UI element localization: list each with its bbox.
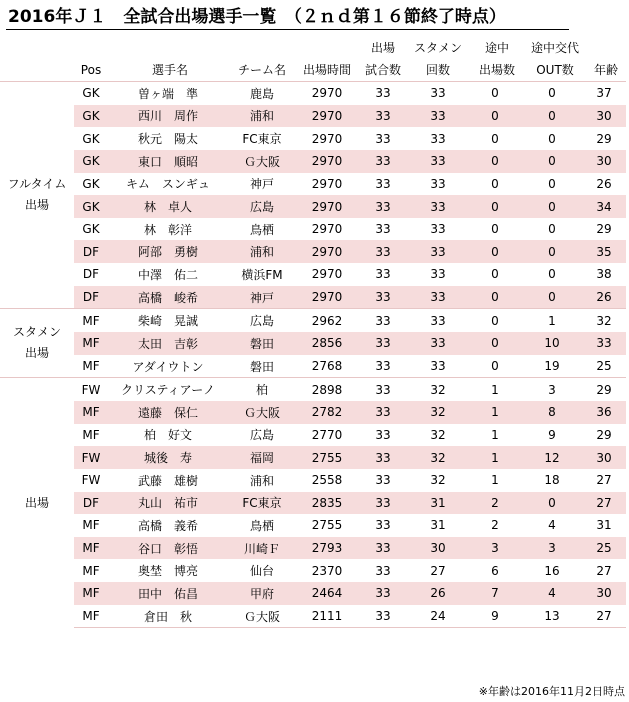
cell-sub-out: 3 <box>522 537 582 560</box>
cell-sub-in: 1 <box>468 401 522 424</box>
cell-sub-in: 0 <box>491 267 499 282</box>
cell-name: 林 卓人 <box>108 195 228 218</box>
cell-starts: 27 <box>430 563 446 578</box>
cell-name: 林 彰洋 <box>143 222 192 237</box>
cell-age: 27 <box>596 563 612 578</box>
cell-minutes: 2970 <box>311 222 343 237</box>
cell-games: 33 <box>358 240 408 263</box>
cell-games: 33 <box>358 378 408 401</box>
cell-team: 広島 <box>228 195 296 218</box>
cell-minutes: 2370 <box>311 563 343 578</box>
cell-starts: 33 <box>408 240 468 263</box>
cell-pos: GK <box>74 195 108 218</box>
cell-starts: 32 <box>430 473 446 488</box>
cell-age: 27 <box>582 492 626 515</box>
table-row <box>0 537 626 560</box>
cell-games: 33 <box>358 105 408 128</box>
cell-games: 33 <box>358 82 408 105</box>
cell-sub-in: 1 <box>468 378 522 401</box>
cell-minutes: 2970 <box>311 267 343 282</box>
cell-age: 31 <box>596 518 612 533</box>
table-row <box>0 605 626 628</box>
cell-sub-in: 0 <box>468 309 522 332</box>
cell-pos: GK <box>74 105 108 128</box>
cell-team: 磐田 <box>228 332 296 355</box>
table-row <box>0 332 626 355</box>
cell-sub-out: 10 <box>522 332 582 355</box>
cell-team: FC東京 <box>228 492 296 515</box>
cell-starts: 31 <box>408 492 468 515</box>
cell-pos: MF <box>74 605 108 628</box>
cell-minutes: 2755 <box>311 518 343 533</box>
cell-pos: GK <box>74 150 108 173</box>
group-label: 出場 <box>0 378 74 628</box>
cell-minutes: 2793 <box>296 537 358 560</box>
cell-pos: GK <box>82 176 100 191</box>
cell-starts: 33 <box>430 359 446 373</box>
cell-starts: 26 <box>408 582 468 605</box>
cell-games: 33 <box>375 359 391 373</box>
cell-starts: 32 <box>408 378 468 401</box>
table-row <box>0 173 626 196</box>
cell-starts: 33 <box>430 222 446 237</box>
cell-team: 川崎Ｆ <box>228 537 296 560</box>
cell-games: 33 <box>375 427 391 442</box>
cell-team: 鳥栖 <box>249 518 274 533</box>
header-sub-out-bottom: OUT数 <box>536 63 574 77</box>
cell-minutes: 2782 <box>296 401 358 424</box>
table-row <box>0 582 626 605</box>
table-row <box>0 559 626 582</box>
cell-minutes: 2768 <box>311 359 343 373</box>
cell-pos: FW <box>74 378 108 401</box>
cell-age: 38 <box>596 267 612 282</box>
cell-age: 30 <box>582 582 626 605</box>
cell-sub-out: 0 <box>548 176 556 191</box>
cell-minutes: 2970 <box>296 82 358 105</box>
cell-team: Ｇ大阪 <box>228 605 296 628</box>
cell-starts: 33 <box>408 105 468 128</box>
cell-sub-out: 0 <box>548 267 556 282</box>
cell-starts: 32 <box>408 401 468 424</box>
group-label: スタメン 出場 <box>0 309 74 378</box>
cell-minutes: 2464 <box>296 582 358 605</box>
cell-starts: 33 <box>408 195 468 218</box>
cell-games: 33 <box>375 222 391 237</box>
cell-sub-out: 18 <box>544 473 560 488</box>
cell-pos: MF <box>82 359 100 373</box>
cell-games: 33 <box>375 176 391 191</box>
cell-starts: 32 <box>408 446 468 469</box>
cell-starts: 33 <box>408 332 468 355</box>
cell-age: 26 <box>582 286 626 309</box>
cell-starts: 33 <box>430 131 446 146</box>
cell-name: 田中 佑昌 <box>108 582 228 605</box>
cell-sub-in: 0 <box>468 286 522 309</box>
cell-team: 神戸 <box>249 177 274 192</box>
cell-name: 阿部 勇樹 <box>108 240 228 263</box>
cell-games: 33 <box>358 401 408 424</box>
cell-starts: 33 <box>408 82 468 105</box>
cell-pos: MF <box>74 537 108 560</box>
cell-sub-in: 0 <box>468 105 522 128</box>
table-row <box>0 514 626 537</box>
cell-starts: 30 <box>408 537 468 560</box>
cell-minutes: 2970 <box>296 286 358 309</box>
cell-pos: MF <box>74 332 108 355</box>
cell-games: 33 <box>358 605 408 628</box>
cell-age: 34 <box>582 195 626 218</box>
table-row <box>0 378 626 401</box>
cell-age: 25 <box>596 359 612 373</box>
header-games-bottom: 試合数 <box>364 63 401 77</box>
cell-games: 33 <box>358 286 408 309</box>
cell-minutes: 2755 <box>296 446 358 469</box>
cell-name: クリスティアーノ <box>108 378 228 401</box>
cell-sub-in: 7 <box>468 582 522 605</box>
cell-team: 福岡 <box>228 446 296 469</box>
header-sub-out-top: 途中交代 <box>530 41 579 55</box>
cell-games: 33 <box>375 267 391 282</box>
cell-games: 33 <box>375 563 391 578</box>
cell-pos: DF <box>74 492 108 515</box>
cell-pos: DF <box>74 286 108 309</box>
cell-team: 神戸 <box>228 286 296 309</box>
cell-age: 29 <box>596 427 612 442</box>
cell-name: 曽ヶ端 準 <box>108 82 228 105</box>
cell-minutes: 2970 <box>296 240 358 263</box>
page-title: 2016年Ｊ１ 全試合出場選手一覧 （２ｎｄ第１６節終了時点） <box>8 7 506 27</box>
cell-sub-in: 2 <box>491 518 499 533</box>
header-pos: Pos <box>80 63 102 77</box>
table-row <box>0 240 626 263</box>
cell-name: 中澤 佑二 <box>137 267 198 282</box>
cell-age: 36 <box>582 401 626 424</box>
cell-games: 33 <box>358 492 408 515</box>
table-row <box>0 469 626 492</box>
cell-name: 谷口 彰悟 <box>108 537 228 560</box>
cell-sub-in: 1 <box>468 446 522 469</box>
cell-sub-in: 0 <box>491 131 499 146</box>
cell-sub-out: 0 <box>522 240 582 263</box>
header-team: チーム名 <box>237 63 286 77</box>
cell-minutes: 2970 <box>296 105 358 128</box>
cell-age: 26 <box>596 176 612 191</box>
cell-starts: 33 <box>430 267 446 282</box>
cell-name: 倉田 秋 <box>108 605 228 628</box>
cell-games: 33 <box>375 473 391 488</box>
cell-sub-in: 0 <box>468 195 522 218</box>
cell-sub-out: 0 <box>522 492 582 515</box>
cell-team: 甲府 <box>228 582 296 605</box>
cell-name: 丸山 祐市 <box>108 492 228 515</box>
cell-age: 35 <box>582 240 626 263</box>
cell-starts: 33 <box>430 176 446 191</box>
cell-sub-out: 1 <box>522 309 582 332</box>
cell-name: 柴崎 晃誠 <box>108 309 228 332</box>
cell-name: 武藤 雄樹 <box>137 473 198 488</box>
cell-name: 高橋 義希 <box>137 518 198 533</box>
table-row <box>0 355 626 378</box>
cell-pos: DF <box>74 240 108 263</box>
cell-team: 浦和 <box>228 105 296 128</box>
cell-sub-out: 0 <box>522 150 582 173</box>
cell-minutes: 2970 <box>311 176 343 191</box>
table-row <box>0 150 626 173</box>
cell-age: 27 <box>582 605 626 628</box>
cell-team: FC東京 <box>242 132 282 147</box>
header-starts-top: スタメン <box>413 41 462 55</box>
cell-sub-out: 19 <box>544 359 560 373</box>
cell-name: 東口 順昭 <box>108 150 228 173</box>
cell-sub-in: 0 <box>491 176 499 191</box>
cell-games: 33 <box>358 195 408 218</box>
table-row <box>0 424 626 447</box>
cell-age: 33 <box>582 332 626 355</box>
cell-starts: 33 <box>408 309 468 332</box>
cell-starts: 33 <box>408 286 468 309</box>
cell-sub-in: 0 <box>491 359 499 373</box>
cell-sub-out: 0 <box>548 222 556 237</box>
cell-sub-in: 9 <box>468 605 522 628</box>
cell-minutes: 2962 <box>296 309 358 332</box>
cell-sub-in: 1 <box>491 473 499 488</box>
cell-pos: MF <box>74 582 108 605</box>
cell-pos: MF <box>82 427 100 442</box>
cell-minutes: 2970 <box>296 195 358 218</box>
cell-sub-out: 3 <box>522 378 582 401</box>
cell-minutes: 2898 <box>296 378 358 401</box>
cell-games: 33 <box>375 518 391 533</box>
cell-sub-in: 0 <box>491 222 499 237</box>
header-age: 年齢 <box>593 63 618 77</box>
cell-sub-in: 0 <box>468 82 522 105</box>
cell-team: 浦和 <box>249 473 274 488</box>
cell-age: 37 <box>582 82 626 105</box>
cell-team: 鹿島 <box>228 82 296 105</box>
cell-starts: 32 <box>430 427 446 442</box>
table-row <box>0 401 626 424</box>
group-label: フルタイム 出場 <box>0 82 74 309</box>
cell-sub-in: 0 <box>468 240 522 263</box>
cell-minutes: 2111 <box>296 605 358 628</box>
cell-pos: MF <box>82 518 100 533</box>
players-table <box>0 81 626 628</box>
cell-name: 柏 好文 <box>143 428 192 443</box>
cell-pos: MF <box>74 309 108 332</box>
header-sub-in-top: 途中 <box>484 41 509 55</box>
title-underline <box>6 29 569 30</box>
cell-pos: MF <box>74 401 108 424</box>
header-minutes: 出場時間 <box>302 63 351 77</box>
cell-sub-out: 4 <box>522 582 582 605</box>
header-sub-in-bottom: 出場数 <box>478 63 515 77</box>
cell-age: 30 <box>582 150 626 173</box>
cell-sub-in: 0 <box>468 150 522 173</box>
cell-sub-out: 16 <box>544 563 560 578</box>
cell-team: Ｇ大阪 <box>228 150 296 173</box>
header-starts-bottom: 回数 <box>425 63 450 77</box>
footnote: ※年齢は2016年11月2日時点 <box>478 685 625 698</box>
cell-name: キム スンギュ <box>126 177 210 192</box>
cell-sub-in: 3 <box>468 537 522 560</box>
cell-age: 30 <box>582 446 626 469</box>
cell-team: 柏 <box>228 378 296 401</box>
cell-sub-in: 0 <box>468 332 522 355</box>
cell-name: 奥埜 博亮 <box>137 564 198 579</box>
table-row <box>0 105 626 128</box>
cell-age: 30 <box>582 105 626 128</box>
cell-team: 鳥栖 <box>249 222 274 237</box>
cell-team: 広島 <box>228 309 296 332</box>
cell-age: 25 <box>582 537 626 560</box>
cell-games: 33 <box>358 309 408 332</box>
header-name: 選手名 <box>151 63 188 77</box>
cell-minutes: 2558 <box>311 473 343 488</box>
cell-minutes: 2970 <box>296 150 358 173</box>
cell-minutes: 2770 <box>311 427 343 442</box>
cell-minutes: 2970 <box>311 131 343 146</box>
table-row <box>0 286 626 309</box>
cell-sub-out: 0 <box>522 82 582 105</box>
cell-team: 広島 <box>249 428 274 443</box>
cell-pos: DF <box>82 267 100 282</box>
table-row <box>0 263 626 286</box>
cell-team: 磐田 <box>249 359 274 374</box>
cell-pos: GK <box>82 131 100 146</box>
cell-pos: MF <box>82 563 100 578</box>
cell-name: アダイウトン <box>132 359 204 374</box>
cell-sub-out: 8 <box>522 401 582 424</box>
cell-sub-in: 1 <box>491 427 499 442</box>
table-row <box>0 309 626 332</box>
table-row <box>0 446 626 469</box>
table-row <box>0 195 626 218</box>
cell-team: 仙台 <box>249 564 274 579</box>
cell-games: 33 <box>358 537 408 560</box>
cell-name: 城後 寿 <box>108 446 228 469</box>
cell-sub-in: 2 <box>468 492 522 515</box>
cell-sub-out: 0 <box>522 195 582 218</box>
cell-sub-in: 6 <box>491 563 499 578</box>
cell-name: 西川 周作 <box>108 105 228 128</box>
cell-sub-out: 12 <box>522 446 582 469</box>
cell-pos: GK <box>74 82 108 105</box>
cell-sub-out: 4 <box>548 518 556 533</box>
table-row <box>0 82 626 105</box>
cell-age: 29 <box>596 222 612 237</box>
cell-games: 33 <box>375 131 391 146</box>
table-row <box>0 218 626 241</box>
cell-name: 太田 吉彰 <box>108 332 228 355</box>
cell-sub-out: 0 <box>548 131 556 146</box>
cell-pos: GK <box>82 222 100 237</box>
cell-pos: FW <box>74 446 108 469</box>
cell-age: 27 <box>596 473 612 488</box>
cell-minutes: 2835 <box>296 492 358 515</box>
cell-name: 秋元 陽太 <box>137 132 198 147</box>
cell-pos: FW <box>81 473 101 488</box>
cell-name: 高橋 峻希 <box>108 286 228 309</box>
cell-sub-out: 13 <box>522 605 582 628</box>
cell-games: 33 <box>358 446 408 469</box>
cell-minutes: 2856 <box>296 332 358 355</box>
cell-age: 32 <box>582 309 626 332</box>
cell-sub-out: 0 <box>522 286 582 309</box>
cell-games: 33 <box>358 332 408 355</box>
cell-starts: 24 <box>408 605 468 628</box>
cell-sub-out: 9 <box>548 427 556 442</box>
cell-team: Ｇ大阪 <box>228 401 296 424</box>
cell-starts: 33 <box>408 150 468 173</box>
cell-sub-out: 0 <box>522 105 582 128</box>
table-row <box>0 127 626 150</box>
cell-team: 横浜FM <box>241 267 283 282</box>
cell-games: 33 <box>358 150 408 173</box>
cell-starts: 31 <box>430 518 446 533</box>
cell-name: 遠藤 保仁 <box>108 401 228 424</box>
cell-age: 29 <box>596 131 612 146</box>
cell-games: 33 <box>358 582 408 605</box>
header-games-top: 出場 <box>370 41 395 55</box>
table-row <box>0 492 626 515</box>
cell-age: 29 <box>582 378 626 401</box>
cell-team: 浦和 <box>228 240 296 263</box>
